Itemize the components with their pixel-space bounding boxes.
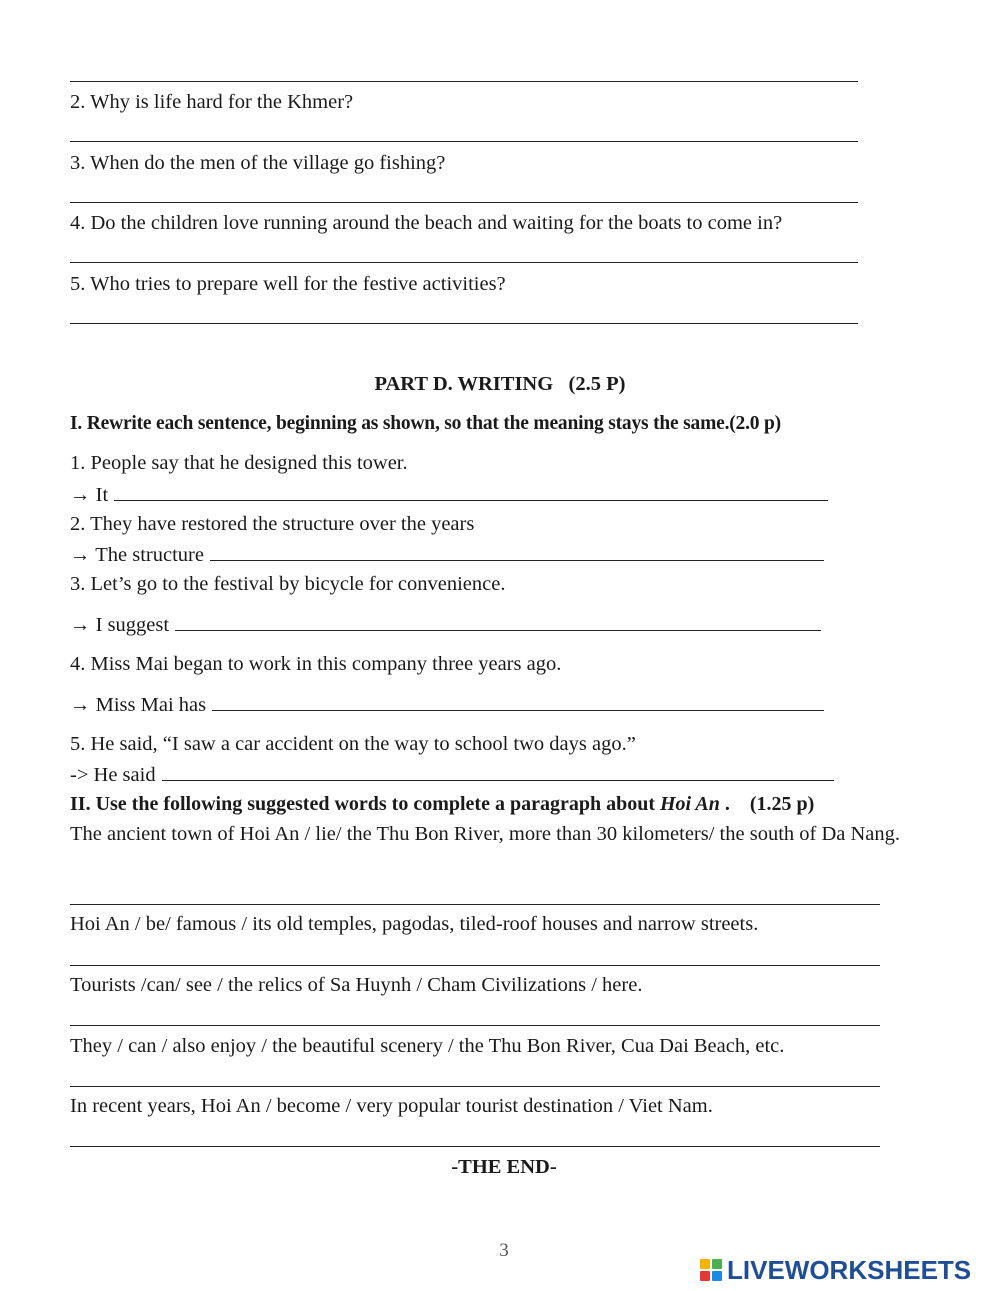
rewrite-sentence-2: 2. They have restored the structure over the years bbox=[70, 513, 475, 535]
rewrite-prompt-3: → I suggest bbox=[70, 614, 170, 636]
rewrite-prompt-5: -> He said bbox=[70, 764, 156, 786]
logo-blocks-icon bbox=[700, 1259, 722, 1281]
cue-1: The ancient town of Hoi An / lie/ the Thu Bon River, more than 30 kilometers/ the south of Da Nang. bbox=[70, 823, 901, 845]
liveworksheets-logo bbox=[700, 1255, 971, 1285]
cue-2: Hoi An / be/ famous / its old temples, pagodas, tiled-roof houses and narrow streets. bbox=[70, 913, 759, 935]
rewrite-answer-5 bbox=[70, 762, 834, 787]
rewrite-blank-2[interactable] bbox=[210, 542, 824, 561]
rewrite-answer-2 bbox=[70, 542, 824, 567]
question-5: 5. Who tries to prepare well for the festive activities? bbox=[70, 273, 506, 295]
rewrite-sentence-1: 1. People say that he designed this tower. bbox=[70, 452, 408, 474]
answer-line[interactable] bbox=[70, 262, 858, 263]
answer-line[interactable] bbox=[70, 1086, 880, 1087]
rewrite-blank-3[interactable] bbox=[175, 612, 821, 631]
cue-5: In recent years, Hoi An / become / very popular tourist destination / Viet Nam. bbox=[70, 1095, 713, 1117]
answer-line[interactable] bbox=[70, 81, 858, 82]
answer-line[interactable] bbox=[70, 904, 880, 905]
section-2-title-start: II. Use the following suggested words to complete a paragraph about bbox=[70, 793, 660, 815]
question-2: 2. Why is life hard for the Khmer? bbox=[70, 91, 354, 113]
answer-line[interactable] bbox=[70, 1146, 880, 1147]
rewrite-prompt-4: → Miss Mai has bbox=[70, 694, 207, 716]
section-1-title: I. Rewrite each sentence, beginning as shown, so that the meaning stays the same.(2.0 p) bbox=[70, 413, 781, 434]
rewrite-prompt-1: → It bbox=[70, 484, 109, 506]
section-2-title-topic: Hoi An bbox=[660, 793, 720, 815]
rewrite-answer-1 bbox=[70, 482, 828, 507]
answer-line[interactable] bbox=[70, 965, 880, 966]
section-2-title-end: . (1.25 p) bbox=[719, 793, 815, 815]
rewrite-sentence-4: 4. Miss Mai began to work in this company three years ago. bbox=[70, 653, 562, 675]
rewrite-blank-5[interactable] bbox=[162, 762, 834, 781]
question-4: 4. Do the children love running around the beach and waiting for the boats to come in? bbox=[70, 212, 783, 234]
part-d-title: PART D. WRITING (2.5 P) bbox=[374, 373, 626, 395]
answer-line[interactable] bbox=[70, 1025, 880, 1026]
rewrite-blank-4[interactable] bbox=[212, 692, 824, 711]
cue-4: They / can / also enjoy / the beautiful scenery / the Thu Bon River, Cua Dai Beach, etc. bbox=[70, 1035, 785, 1057]
answer-line[interactable] bbox=[70, 323, 858, 324]
answer-line[interactable] bbox=[70, 202, 858, 203]
rewrite-prompt-2: → The structure bbox=[70, 544, 204, 566]
rewrite-sentence-3: 3. Let’s go to the festival by bicycle for convenience. bbox=[70, 573, 506, 595]
brand-name: LIVEWORKSHEETS bbox=[727, 1254, 972, 1285]
rewrite-sentence-5: 5. He said, “I saw a car accident on the way to school two days ago.” bbox=[70, 733, 636, 755]
rewrite-answer-3 bbox=[70, 612, 821, 637]
answer-line[interactable] bbox=[70, 141, 858, 142]
cue-3: Tourists /can/ see / the relics of Sa Huynh / Cham Civilizations / here. bbox=[70, 974, 643, 996]
question-3: 3. When do the men of the village go fishing? bbox=[70, 152, 446, 174]
page-number: 3 bbox=[499, 1240, 509, 1261]
rewrite-answer-4 bbox=[70, 692, 824, 717]
end-marker: -THE END- bbox=[451, 1156, 557, 1178]
rewrite-blank-1[interactable] bbox=[114, 482, 828, 501]
section-2-title bbox=[70, 792, 814, 816]
